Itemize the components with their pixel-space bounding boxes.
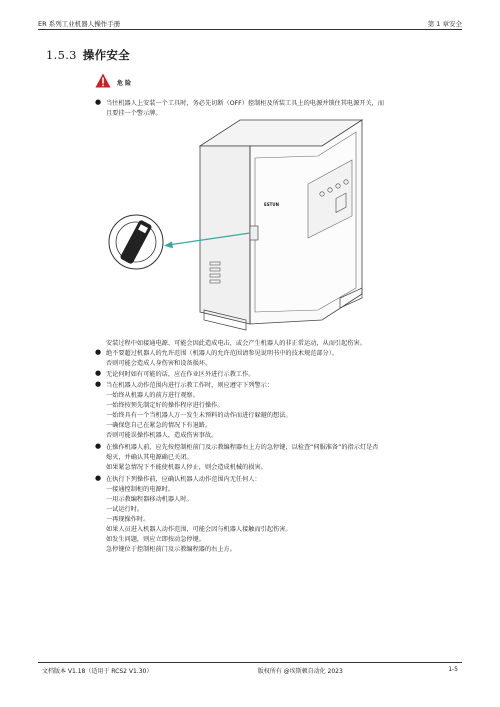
header-chapter: 第 1 章安全 bbox=[427, 20, 462, 28]
footer-divider bbox=[38, 662, 462, 663]
danger-warning-icon bbox=[95, 73, 111, 88]
page-footer bbox=[42, 666, 458, 675]
bullet-text-line: 熄灭，并确认其电源确已关闭。 bbox=[106, 454, 193, 461]
section-title-text: 操作安全 bbox=[82, 48, 130, 62]
list-item: 急停键位于控制柜前门及示教编程器的右上方。 bbox=[106, 546, 236, 553]
bullet-text-line: 否则可能会造成人身伤害和设备损坏。 bbox=[106, 360, 212, 367]
section-title bbox=[46, 47, 130, 63]
bullet-dot: ● bbox=[95, 474, 102, 482]
control-cabinet-figure bbox=[100, 98, 400, 336]
bullet-dot: ● bbox=[95, 348, 102, 356]
page-header bbox=[38, 14, 462, 28]
list-item: 一再现操作时。 bbox=[106, 516, 150, 523]
footer-copyright: 版权所有 @埃斯顿自动化 2023 bbox=[257, 668, 343, 675]
bullet-text-line: 绝不要超过机器人的允许范围（机器人的允许范围请参见说明书中的技术规范部分）。 bbox=[106, 350, 339, 357]
bullet-dot: ● bbox=[95, 369, 102, 377]
header-manual-title: ER 系列工业机器人操作手册 bbox=[38, 20, 121, 28]
list-item: 一始终具有一个当机器人万一发生未预料的动作而进行躲避的想法。 bbox=[106, 412, 292, 419]
bullet-text-line: 当往机器人上安装一个工具时，务必先切断（OFF）控制柜及所装工具上的电源并锁住其电源开关，而 bbox=[106, 100, 385, 107]
bullet-text-line: 在执行下列操作前，应确认机器人动作范围内无任何人： bbox=[106, 476, 261, 483]
list-item: 一始终从机器人的前方进行观察。 bbox=[106, 392, 199, 399]
bullet-text-line: 无论何时如有可能的话，应在作业区外进行示教工作。 bbox=[106, 371, 255, 378]
list-item: 否则可能误操作机器人，造成伤害事故。 bbox=[106, 432, 218, 439]
paragraph-intro: 安装过程中如接通电源、可能会因此造成电击，或会产生机器人的非正常运动，从而引起伤害。 bbox=[106, 340, 366, 347]
list-item: 如发生问题，则应立即按动急停键。 bbox=[106, 536, 205, 543]
section-number: 1.5.3 bbox=[46, 48, 77, 62]
bullet-text-line: 在操作机器人前，应先按控制柜前门及示教编程器右上方的急停键，以检查“伺服准备”的指示灯是否 bbox=[106, 444, 379, 451]
footer-page-number: 1-5 bbox=[448, 666, 458, 673]
header-divider bbox=[38, 29, 462, 30]
bullet-text-line: 且要挂一个警示牌。 bbox=[106, 110, 162, 117]
bullet-text-line: 如果紧急情况下不能使机器人停止，则会造成机械的损害。 bbox=[106, 464, 267, 471]
bullet-dot: ● bbox=[95, 442, 102, 450]
list-item: 如果人员进入机器人动作范围，可能会因与机器人接触而引起伤害。 bbox=[106, 526, 292, 533]
list-item: 一接通控制柜的电源时。 bbox=[106, 486, 175, 493]
list-item: 一确保您自己在紧急的情况下有退路。 bbox=[106, 422, 212, 429]
cabinet-brand-label: ESTUN bbox=[264, 202, 279, 207]
list-item: 一用示教编程器移动机器人时。 bbox=[106, 496, 193, 503]
footer-doc-version: 文档版本 V1.18（适用于 RCS2 V1.30） bbox=[42, 668, 153, 675]
bullet-text-line: 当在机器人动作范围内进行示教工作时，则应遵守下列警示： bbox=[106, 382, 274, 389]
bullet-dot: ● bbox=[95, 98, 102, 106]
list-item: 一始终按预先制定好的操作程序进行操作。 bbox=[106, 402, 224, 409]
danger-label: 危 险 bbox=[117, 80, 132, 87]
bullet-dot: ● bbox=[95, 380, 102, 388]
list-item: 一试运行时。 bbox=[106, 506, 144, 513]
